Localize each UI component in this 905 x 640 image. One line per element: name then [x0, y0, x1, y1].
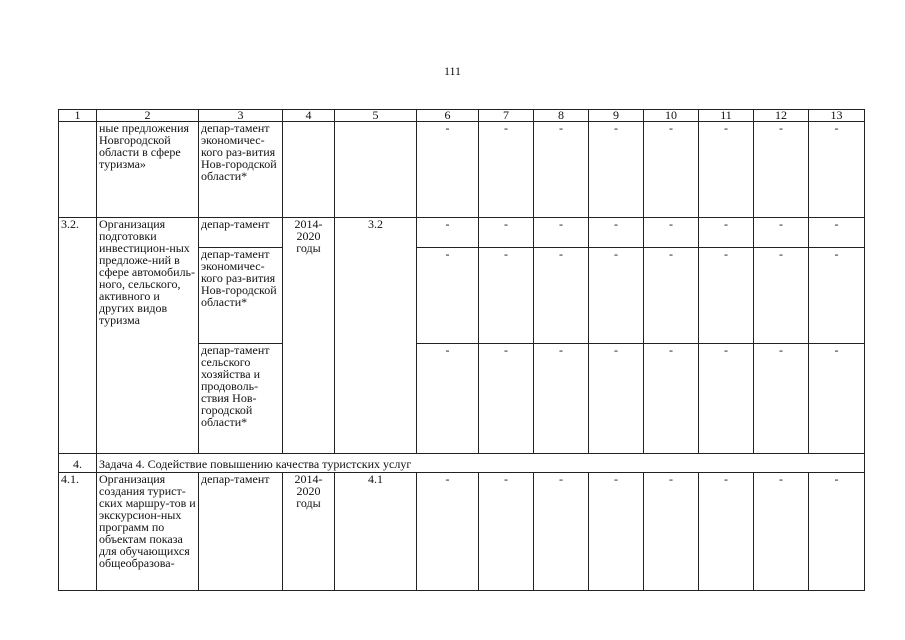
value-cell: -: [479, 218, 534, 248]
value-cell: -: [699, 248, 754, 344]
executor-cell: депар-тамент экономичес-кого раз-вития Нов-городской области*: [199, 122, 283, 218]
value-cell: -: [754, 218, 809, 248]
value-cell: -: [644, 218, 699, 248]
column-header: 13: [809, 110, 865, 122]
row-number-cell: 4.1.: [59, 473, 97, 591]
value-cell: -: [699, 122, 754, 218]
value-cell: -: [417, 218, 479, 248]
period-cell: [283, 122, 335, 218]
value-cell: -: [589, 248, 644, 344]
table-row-3-2: [59, 218, 865, 248]
value-cell: -: [809, 473, 865, 591]
column-header: 1: [59, 110, 97, 122]
column-header: 7: [479, 110, 534, 122]
task-row-4: [59, 454, 865, 473]
column-header: 4: [283, 110, 335, 122]
indicator-cell: 3.2: [335, 218, 417, 454]
column-header: 5: [335, 110, 417, 122]
column-header: 11: [699, 110, 754, 122]
value-cell: -: [589, 344, 644, 454]
value-cell: -: [479, 473, 534, 591]
value-cell: -: [754, 344, 809, 454]
value-cell: -: [417, 248, 479, 344]
activity-name-cell: ные предложения Новгородской области в сфере туризма»: [97, 122, 199, 218]
value-cell: -: [754, 473, 809, 591]
value-cell: -: [534, 218, 589, 248]
value-cell: -: [534, 344, 589, 454]
column-header: 9: [589, 110, 644, 122]
activity-name-cell: Организация создания турист-ских маршру-тов и экскурсион-ных программ по объектам показа для обучающихся общеобразова-: [97, 473, 199, 591]
program-table: [58, 109, 865, 591]
indicator-cell: [335, 122, 417, 218]
value-cell: -: [589, 122, 644, 218]
executor-cell: депар-тамент: [199, 218, 283, 248]
value-cell: -: [534, 248, 589, 344]
period-cell: 2014-2020 годы: [283, 218, 335, 454]
executor-cell: депар-тамент экономичес-кого раз-вития Нов-городской области*: [199, 248, 283, 344]
value-cell: -: [754, 122, 809, 218]
value-cell: -: [699, 473, 754, 591]
column-header: 12: [754, 110, 809, 122]
value-cell: -: [417, 122, 479, 218]
value-cell: -: [479, 248, 534, 344]
value-cell: -: [809, 344, 865, 454]
value-cell: -: [809, 122, 865, 218]
value-cell: -: [809, 218, 865, 248]
column-header: 3: [199, 110, 283, 122]
value-cell: -: [809, 248, 865, 344]
value-cell: -: [754, 248, 809, 344]
value-cell: -: [534, 122, 589, 218]
value-cell: -: [644, 248, 699, 344]
table-row-continued: [59, 122, 865, 218]
task-number-cell: 4.: [59, 454, 97, 473]
value-cell: -: [534, 473, 589, 591]
indicator-cell: 4.1: [335, 473, 417, 591]
value-cell: -: [479, 122, 534, 218]
executor-cell: депар-тамент сельского хозяйства и продоволь-ствия Нов-городской области*: [199, 344, 283, 454]
value-cell: -: [644, 122, 699, 218]
executor-cell: депар-тамент: [199, 473, 283, 591]
column-number-row: [59, 110, 865, 122]
period-cell: 2014-2020 годы: [283, 473, 335, 591]
activity-name-cell: Организация подготовки инвестицион-ных предложе-ний в сфере автомобиль-ного, сельского, активного и других видов туризма: [97, 218, 199, 454]
row-number-cell: [59, 122, 97, 218]
value-cell: -: [644, 473, 699, 591]
value-cell: -: [417, 344, 479, 454]
value-cell: -: [479, 344, 534, 454]
value-cell: -: [699, 218, 754, 248]
column-header: 6: [417, 110, 479, 122]
value-cell: -: [644, 344, 699, 454]
page-number: 111: [443, 64, 462, 78]
column-header: 2: [97, 110, 199, 122]
value-cell: -: [589, 473, 644, 591]
value-cell: -: [589, 218, 644, 248]
column-header: 8: [534, 110, 589, 122]
task-title-cell: Задача 4. Содействие повышению качества туристских услуг: [97, 454, 865, 473]
value-cell: -: [417, 473, 479, 591]
row-number-cell: 3.2.: [59, 218, 97, 454]
table-row-4-1: [59, 473, 865, 591]
column-header: 10: [644, 110, 699, 122]
value-cell: -: [699, 344, 754, 454]
